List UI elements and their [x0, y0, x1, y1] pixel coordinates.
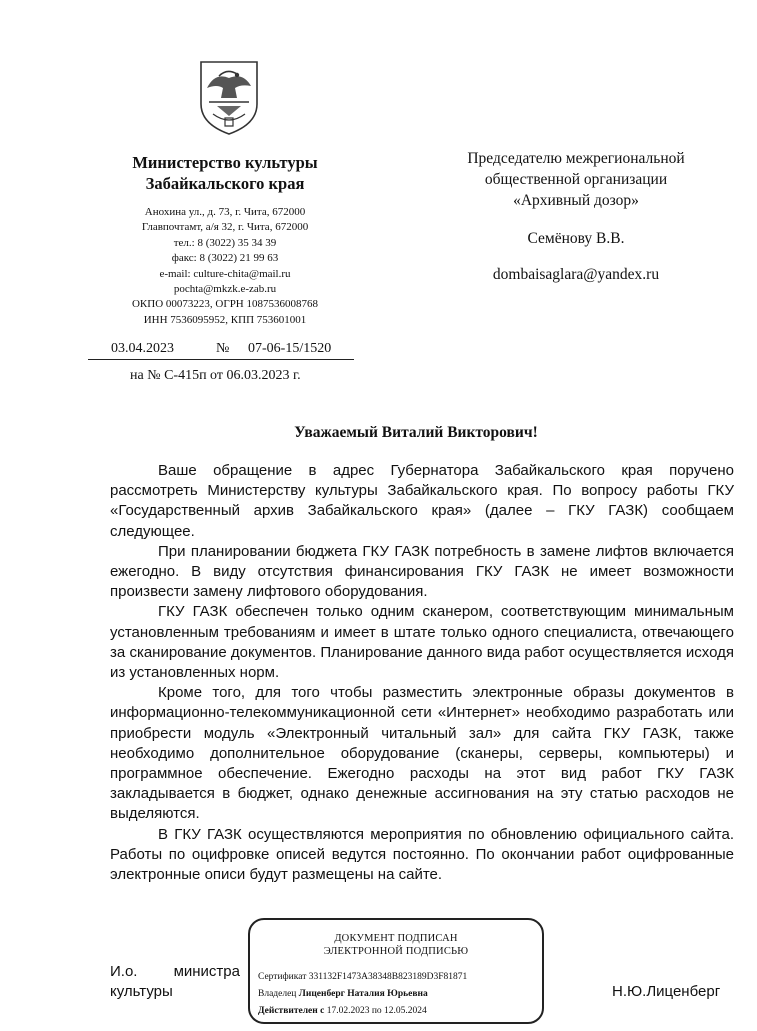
number-sign: №	[216, 341, 230, 356]
ministry-name	[105, 152, 345, 194]
coat-of-arms-emblem	[197, 58, 261, 136]
paragraph: При планировании бюджета ГКУ ГАЗК потребность в замене лифтов включается ежегодно. В виду отсутствия финансирования ГКУ ГАЗК не имеет возможности произвести замену лифтового оборудования.	[110, 542, 734, 601]
addressee-name: Семёнову В.В.	[527, 230, 625, 247]
email-line: e-mail: culture-chita@mail.ru	[159, 267, 291, 280]
reference-line: на № С-415п от 06.03.2023 г.	[130, 368, 301, 383]
paragraph: Ваше обращение в адрес Губернатора Забайкальского края поручено рассмотреть Министерству культуры Забайкальского края. По вопросу работы ГКУ «Государственный архив Забайкальского края» (далее – ГКУ ГАЗК) сообщаем следующее.	[110, 462, 734, 540]
paragraph: ГКУ ГАЗК обеспечен только одним сканером, соответствующим минимальным установленным требованиям и имеет в штате только одного специалиста, отвечающего за сканирование документов. Планирование данного вида работ осуществляется исходя из установленных норм.	[110, 603, 734, 682]
paragraph: В ГКУ ГАЗК осуществляются мероприятия по обновлению официального сайта. Работы по оцифровке описей ведутся постоянно. По окончании работ оцифрованные электронные описи будут размещены на сайте.	[110, 825, 734, 884]
letter-body	[110, 461, 734, 885]
addressee-line2: общественной организации	[484, 171, 668, 188]
stamp-title-line2: ЭЛЕКТРОННОЙ ПОДПИСЬЮ	[323, 946, 469, 957]
registration-line	[88, 341, 354, 360]
electronic-signature-stamp	[248, 918, 544, 1024]
okpo-line: ОКПО 00073223, ОГРН 1087536008768	[131, 298, 319, 311]
stamp-title-line1: ДОКУМЕНТ ПОДПИСАН	[334, 933, 458, 944]
inn-line: ИНН 7536095952, КПП 753601001	[143, 313, 307, 326]
ministry-name-line1: Министерство культуры	[132, 153, 318, 172]
phone-line: тел.: 8 (3022) 35 34 39	[173, 236, 277, 249]
ministry-name-line2: Забайкальского края	[145, 174, 305, 193]
po-box-line: Главпочтамт, а/я 32, г. Чита, 672000	[141, 221, 309, 234]
eagle-coat-of-arms-icon	[197, 58, 261, 136]
stamp-certificate: Сертификат 331132F1473A38348B823189D3F81871	[258, 972, 468, 982]
addressee-line3: «Архивный дозор»	[513, 192, 639, 209]
position-word: И.о.	[110, 963, 138, 980]
salutation: Уважаемый Виталий Викторович!	[294, 424, 538, 441]
addressee-email: dombaisaglara@yandex.ru	[492, 266, 660, 283]
stamp-validity: Действителен с 17.02.2023 по 12.05.2024	[258, 1006, 427, 1016]
address-line: Анохина ул., д. 73, г. Чита, 672000	[144, 206, 306, 218]
addressee-block	[440, 148, 712, 285]
signatory-name: Н.Ю.Лиценберг	[612, 983, 721, 1000]
email-line-2: pochta@mkzk.e-zab.ru	[173, 283, 277, 296]
registration-date: 03.04.2023	[111, 341, 174, 356]
position-word: министра	[173, 963, 240, 980]
paragraph: Кроме того, для того чтобы разместить электронные образы документов в информационно-телекоммуникационной сети «Интернет» необходимо разработать или приобрести модуль «Электронный читальный зал» для сайта ГКУ ГАЗК, также необходимо дополнительное оборудование (сканеры, серверы, компьютеры) и программное обеспечение. Ежегодно расходы на этот вид работ ГКУ ГАЗК закладывается в бюджет, однако денежные ассигнования на эту статью расходов не выделяются.	[110, 684, 734, 823]
fax-line: факс: 8 (3022) 21 99 63	[171, 252, 279, 265]
ministry-contacts	[105, 205, 345, 328]
signatory-position	[110, 962, 240, 1002]
addressee-line1: Председателю межрегиональной	[467, 150, 685, 167]
registration-number: 07-06-15/1520	[248, 341, 332, 356]
stamp-owner: Владелец Лиценберг Наталия Юрьевна	[258, 989, 428, 999]
position-line2: культуры	[110, 983, 173, 1000]
